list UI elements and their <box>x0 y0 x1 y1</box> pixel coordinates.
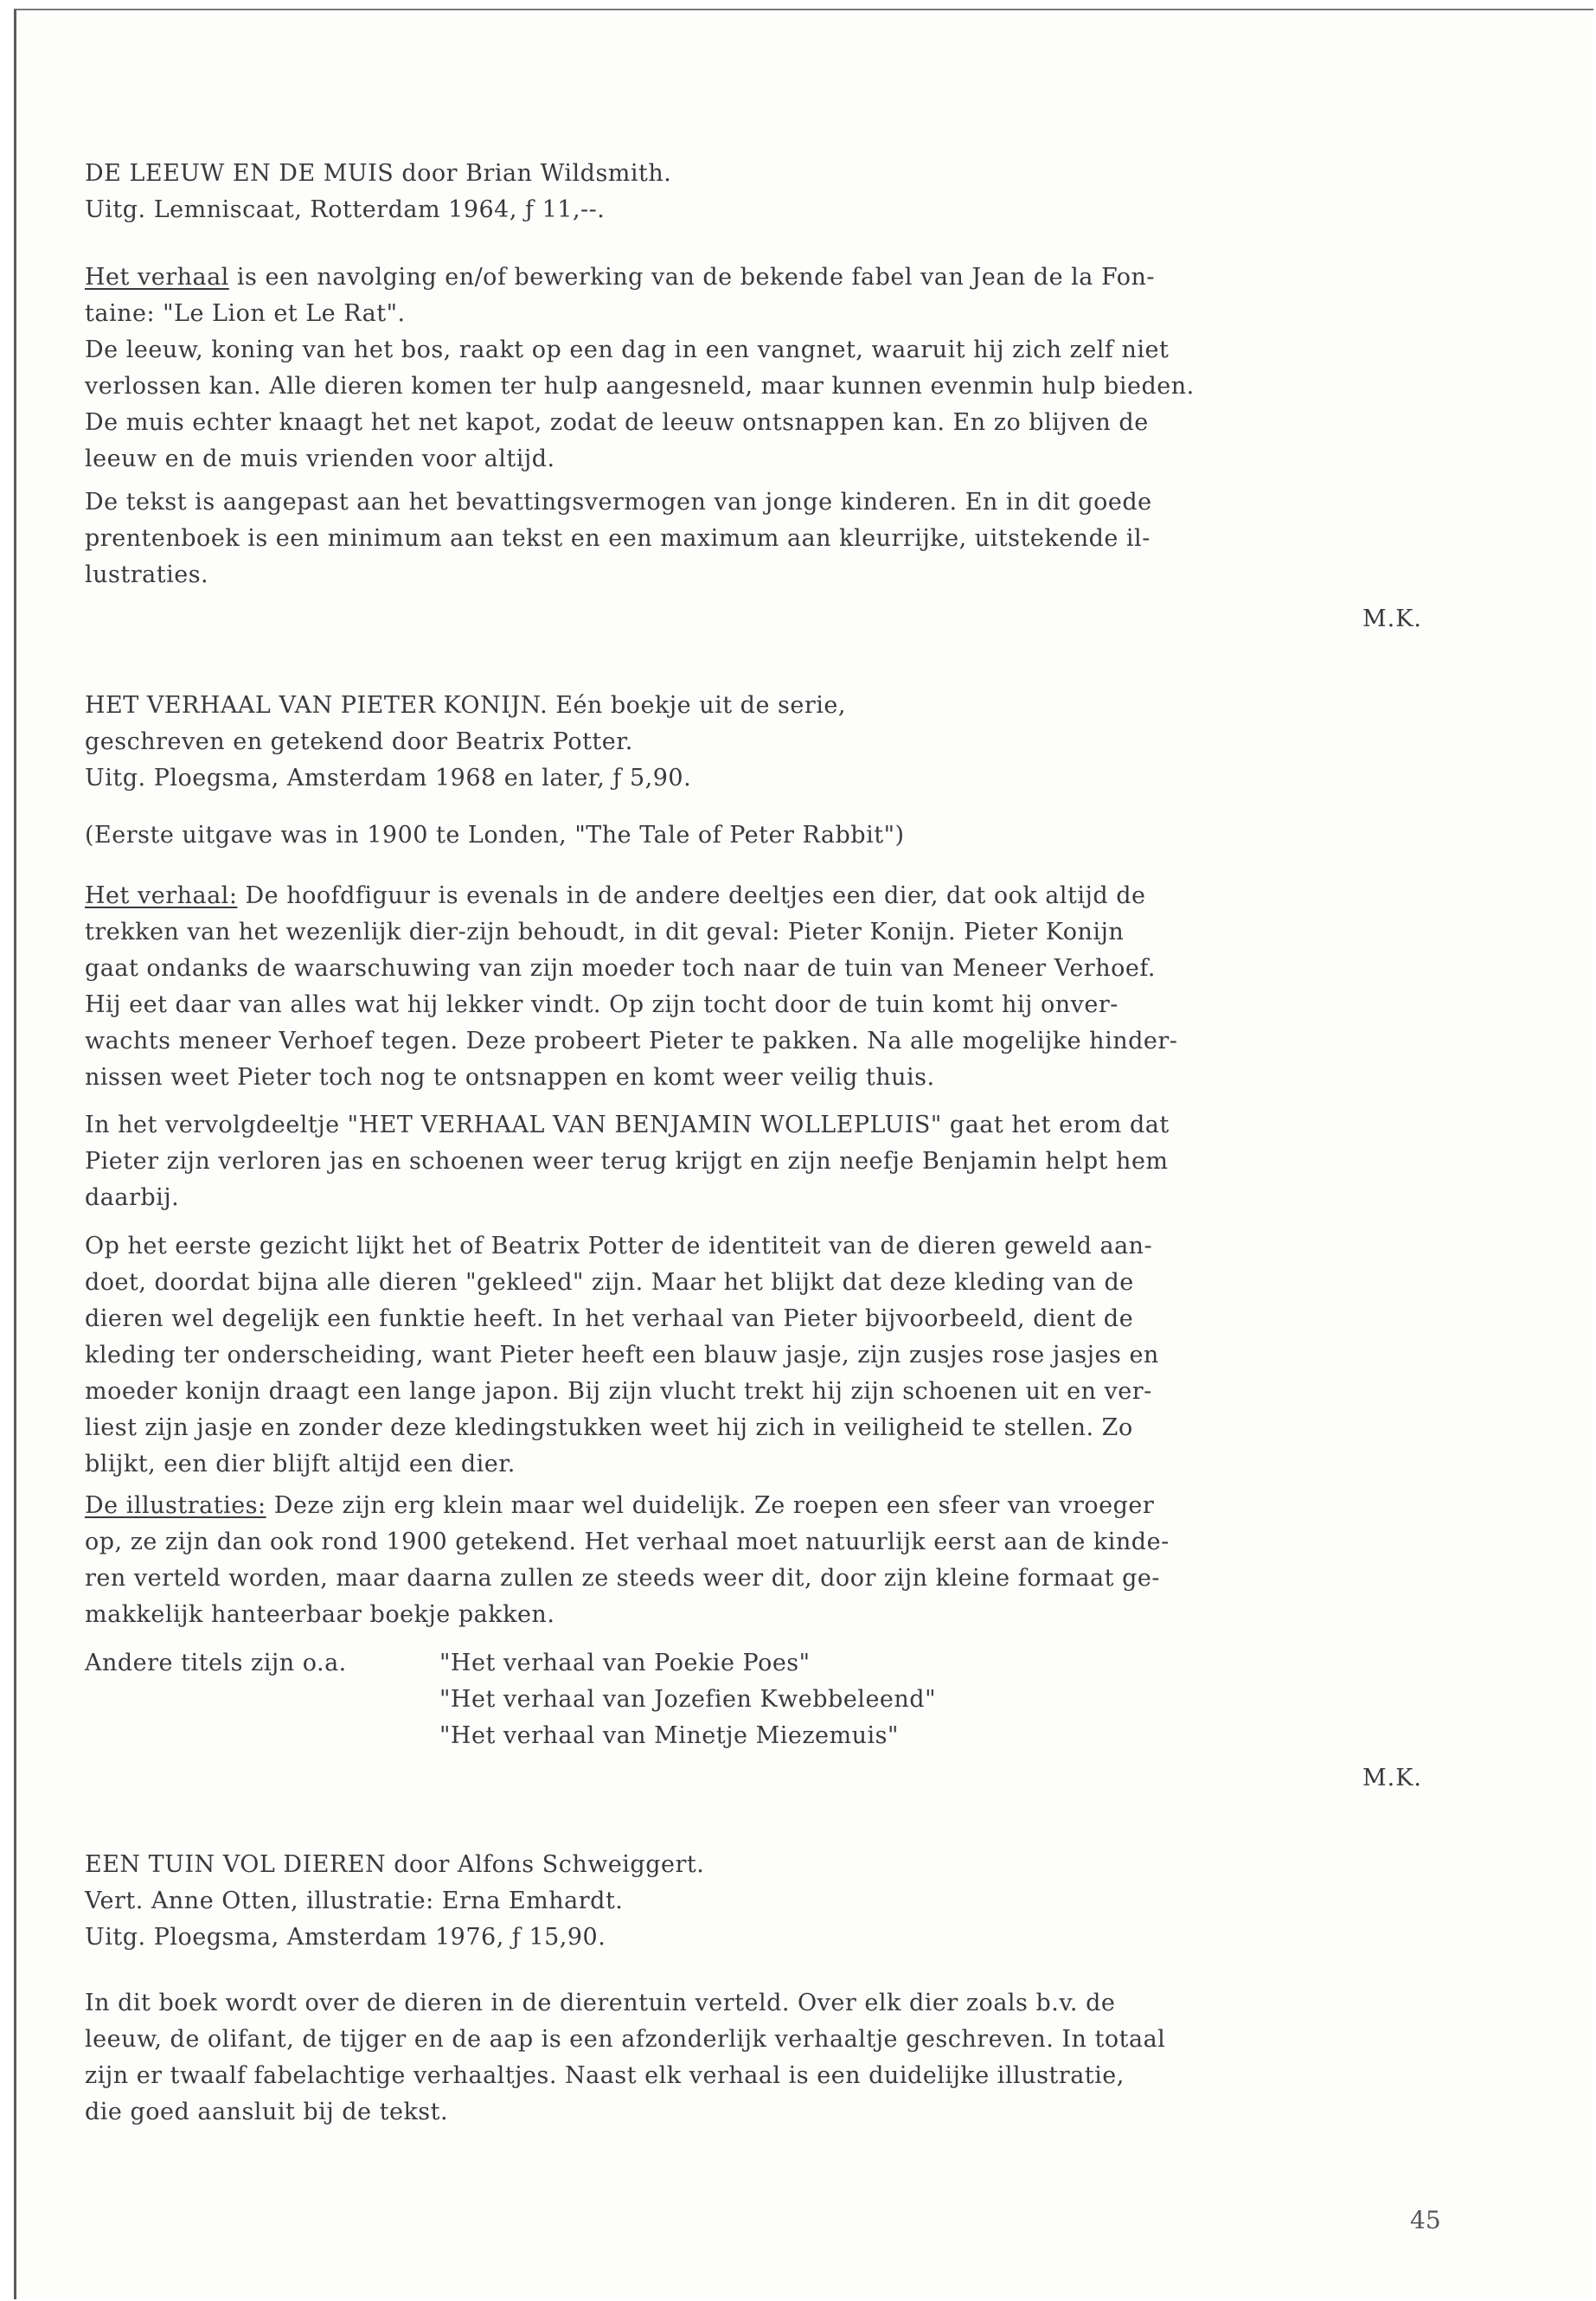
other-titles-list <box>439 1645 1218 1754</box>
paragraph-line: Andere titels zijn o.a. <box>85 1650 347 1676</box>
heading-line: Vert. Anne Otten, illustratie: Erna Emhardt. <box>85 1888 624 1914</box>
heading-line: Uitg. Lemniscaat, Rotterdam 1964, ƒ 11,--. <box>85 196 606 223</box>
review3-paragraph-1 <box>85 1985 1469 2131</box>
heading-line: DE LEEUW EN DE MUIS door Brian Wildsmith. <box>85 160 672 187</box>
paragraph-line: op, ze zijn dan ook rond 1900 getekend. Het verhaal moet natuurlijk eerst aan de kinde- <box>85 1529 1170 1555</box>
heading-line: HET VERHAAL VAN PIETER KONIJN. Eén boekje uit de serie, <box>85 692 846 719</box>
review2-signature: M.K. <box>1362 1765 1422 1791</box>
page-number: 45 <box>1410 2206 1441 2234</box>
review1-paragraph-2 <box>85 484 1469 593</box>
paragraph-line: De leeuw, koning van het bos, raakt op een dag in een vangnet, waaruit hij zich zelf niet <box>85 336 1170 363</box>
paragraph-line: Pieter zijn verloren jas en schoenen weer terug krijgt en zijn neefje Benjamin helpt hem <box>85 1148 1169 1175</box>
paragraph-line: In het vervolgdeeltje "HET VERHAAL VAN BENJAMIN WOLLEPLUIS" gaat het erom dat <box>85 1112 1170 1138</box>
review2-paragraph-1 <box>85 878 1469 1096</box>
review1-heading <box>85 156 1469 228</box>
heading-line: geschreven en getekend door Beatrix Potter. <box>85 728 633 755</box>
review3-heading <box>85 1847 1469 1956</box>
paragraph-line: De tekst is aangepast aan het bevattingsvermogen van jonge kinderen. En in dit goede <box>85 489 1152 516</box>
heading-line: EEN TUIN VOL DIEREN door Alfons Schweiggert. <box>85 1851 705 1878</box>
paragraph-line: Op het eerste gezicht lijkt het of Beatrix Potter de identiteit van de dieren geweld aan- <box>85 1233 1153 1259</box>
paragraph-line: wachts meneer Verhoef tegen. Deze probeert Pieter te pakken. Na alle mogelijke hinder- <box>85 1028 1178 1054</box>
paragraph-line: verlossen kan. Alle dieren komen ter hulp aangesneld, maar kunnen evenmin hulp bieden. <box>85 373 1195 400</box>
title-item: "Het verhaal van Poekie Poes" <box>439 1650 811 1676</box>
title-item: "Het verhaal van Jozefien Kwebbeleend" <box>439 1686 936 1713</box>
review2-paragraph-4 <box>85 1488 1469 1633</box>
review2-note <box>85 817 1469 854</box>
paragraph-line: (Eerste uitgave was in 1900 te Londen, "The Tale of Peter Rabbit") <box>85 822 905 849</box>
paragraph-line: ren verteld worden, maar daarna zullen ze steeds weer dit, door zijn kleine formaat ge- <box>85 1565 1160 1592</box>
paragraph-line: prentenboek is een minimum aan tekst en een maximum aan kleurrijke, uitstekende il- <box>85 525 1151 552</box>
text: Deze zijn erg klein maar wel duidelijk. Ze roepen een sfeer van vroeger <box>266 1492 1155 1519</box>
paragraph-line: trekken van het wezenlijk dier-zijn behoudt, in dit geval: Pieter Konijn. Pieter Konijn <box>85 919 1125 945</box>
paragraph-line: leeuw, de olifant, de tijger en de aap is een afzonderlijk verhaaltje geschreven. In totaal <box>85 2026 1166 2053</box>
text: is een navolging en/of bewerking van de bekende fabel van Jean de la Fon- <box>228 264 1155 291</box>
paragraph-line: makkelijk hanteerbaar boekje pakken. <box>85 1601 555 1628</box>
text: De hoofdfiguur is evenals in de andere deeltjes een dier, dat ook altijd de <box>237 882 1146 909</box>
other-titles-intro <box>85 1645 448 1682</box>
section-label: De illustraties: <box>85 1492 266 1519</box>
paragraph-line: doet, doordat bijna alle dieren "gekleed" zijn. Maar het blijkt dat deze kleding van de <box>85 1269 1134 1296</box>
heading-line: Uitg. Ploegsma, Amsterdam 1976, ƒ 15,90. <box>85 1924 606 1951</box>
heading-line: Uitg. Ploegsma, Amsterdam 1968 en later, ƒ 5,90. <box>85 765 692 792</box>
paragraph-line: Hij eet daar van alles wat hij lekker vindt. Op zijn tocht door de tuin komt hij onver- <box>85 991 1118 1018</box>
paragraph-line: die goed aansluit bij de tekst. <box>85 2099 449 2125</box>
paragraph-line: leeuw en de muis vrienden voor altijd. <box>85 445 555 472</box>
paragraph-line: zijn er twaalf fabelachtige verhaaltjes. Naast elk verhaal is een duidelijke illustratie, <box>85 2062 1125 2089</box>
paragraph-line: lustraties. <box>85 561 209 588</box>
paragraph-line <box>85 260 1469 296</box>
paragraph-line: daarbij. <box>85 1184 180 1211</box>
paragraph-line: In dit boek wordt over de dieren in de dierentuin verteld. Over elk dier zoals b.v. de <box>85 1990 1116 2016</box>
paragraph-line: kleding ter onderscheiding, want Pieter heeft een blauw jasje, zijn zusjes rose jasjes en <box>85 1342 1159 1368</box>
paragraph-line: De muis echter knaagt het net kapot, zodat de leeuw ontsnappen kan. En zo blijven de <box>85 409 1149 436</box>
paragraph-line: liest zijn jasje en zonder deze kledingstukken weet hij zich in veiligheid te stellen. Zo <box>85 1414 1133 1441</box>
title-item: "Het verhaal van Minetje Miezemuis" <box>439 1722 899 1749</box>
paragraph-line: blijkt, een dier blijft altijd een dier. <box>85 1451 516 1477</box>
review2-heading <box>85 688 1469 797</box>
review2-paragraph-3 <box>85 1228 1469 1483</box>
paragraph-line: dieren wel degelijk een funktie heeft. In het verhaal van Pieter bijvoorbeeld, dient de <box>85 1305 1134 1332</box>
paragraph-line: nissen weet Pieter toch nog te ontsnappen en komt weer veilig thuis. <box>85 1064 935 1091</box>
section-label: Het verhaal: <box>85 882 238 909</box>
paragraph-line: gaat ondanks de waarschuwing van zijn moeder toch naar de tuin van Meneer Verhoef. <box>85 955 1156 982</box>
review1-signature: M.K. <box>1362 606 1422 632</box>
review2-paragraph-2 <box>85 1107 1469 1216</box>
paragraph-line: taine: "Le Lion et Le Rat". <box>85 300 406 327</box>
paragraph-line: moeder konijn draagt een lange japon. Bij zijn vlucht trekt hij zijn schoenen uit en ver- <box>85 1378 1152 1405</box>
review1-paragraph-1 <box>85 260 1469 478</box>
paragraph-line <box>85 878 1469 914</box>
paragraph-line <box>85 1488 1469 1524</box>
section-label: Het verhaal <box>85 264 229 291</box>
